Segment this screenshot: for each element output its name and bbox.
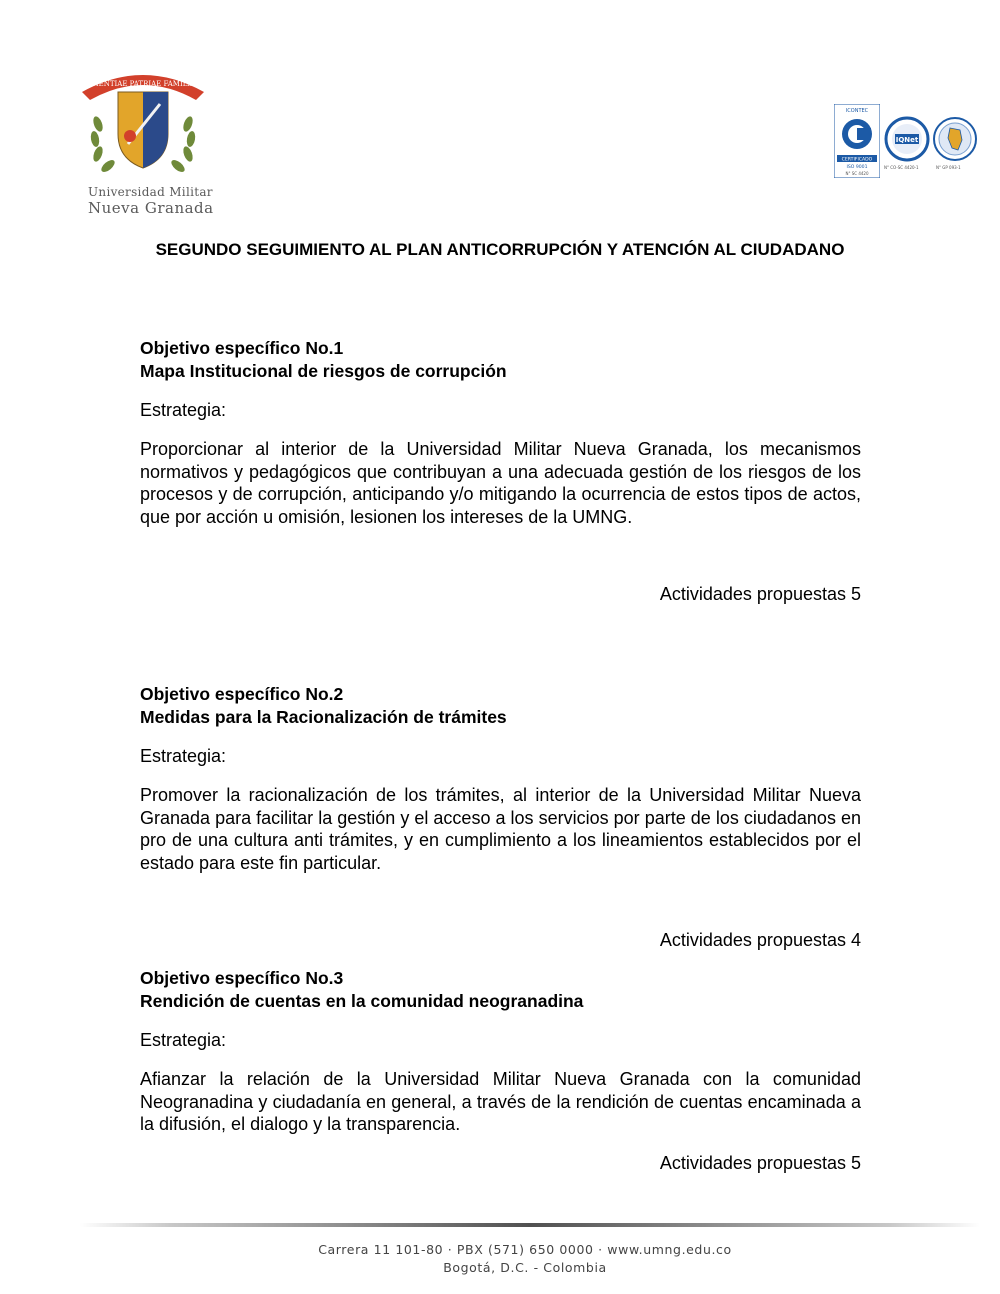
icontec-certificado-iso-9001-icon bbox=[834, 104, 880, 178]
cert-icontec-std: ISO 9001 bbox=[846, 165, 868, 170]
cert-icontec-code: N° SC 4420 bbox=[845, 171, 869, 176]
objective-heading: Objetivo específico No.3 bbox=[140, 968, 344, 988]
university-name bbox=[88, 184, 218, 216]
cert-gp-code: N° GP 093-1 bbox=[936, 165, 961, 170]
objective-2-section bbox=[140, 683, 861, 729]
university-name-line2: Nueva Granada bbox=[88, 199, 214, 217]
strategy-description: Proporcionar al interior de la Universidad Militar Nueva Granada, los mecanismos normativos y pedagógicos que contribuyan a una adecuada gestión de los riesgos de los procesos y de corrupción, anticipando y/o mitigando la ocurrencia de estos tipos de actos, que por acción u omisión, lesionen los intereses de la UMNG. bbox=[140, 439, 861, 528]
cert-iqnet-label: IQNet bbox=[895, 136, 919, 144]
strategy-label bbox=[140, 399, 861, 422]
university-logo bbox=[78, 64, 214, 217]
objective-subheading: Mapa Institucional de riesgos de corrupción bbox=[140, 361, 507, 381]
strategy-description: Promover la racionalización de los trámites, al interior de la Universidad Militar Nueva Granada para facilitar la gestión y el acceso a los servicios por parte de los ciudadanos en pro de una cultura anti trámites, y en cumplimiento a los lineamientos establecidos por el estado para este fin particular. bbox=[140, 785, 861, 874]
footer-city: Bogotá, D.C. - Colombia bbox=[443, 1260, 607, 1275]
cert-icontec-top: ICONTEC bbox=[845, 108, 869, 114]
strategy-label-text: Estrategia: bbox=[140, 746, 227, 766]
strategy-label-text: Estrategia: bbox=[140, 1030, 227, 1050]
objective-subheading: Medidas para la Racionalización de trámites bbox=[140, 707, 507, 727]
footer-address: Carrera 11 101-80 · PBX (571) 650 0000 · www.umng.edu.co bbox=[318, 1242, 732, 1257]
university-name-line1: Universidad Militar bbox=[88, 185, 213, 199]
objective-heading: Objetivo específico No.1 bbox=[140, 338, 344, 358]
objective-subheading: Rendición de cuentas en la comunidad neogranadina bbox=[140, 991, 584, 1011]
ntcgp-icon bbox=[932, 116, 978, 162]
activities-count: Actividades propuestas 5 bbox=[659, 584, 861, 604]
objective-heading: Objetivo específico No.2 bbox=[140, 684, 344, 704]
motto-text: SCIENTIAE PATRIAE FAMILIAE bbox=[85, 80, 201, 88]
cert-iqnet-code: N° CO-SC 4420-1 bbox=[884, 165, 919, 170]
university-crest-icon bbox=[78, 64, 208, 184]
objective-1-section bbox=[140, 337, 861, 383]
iqnet-icon bbox=[884, 116, 930, 162]
strategy-description: Afianzar la relación de la Universidad Militar Nueva Granada con la comunidad Neogranadina y ciudadanía en general, a través de la rendición de cuentas encaminada a la difusión, el dialogo y la transparencia. bbox=[140, 1069, 861, 1135]
objective-3-section bbox=[140, 967, 861, 1013]
activities-count: Actividades propuestas 4 bbox=[659, 930, 861, 950]
strategy-label-text: Estrategia: bbox=[140, 400, 227, 420]
cert-icontec-label: CERTIFICADO bbox=[841, 157, 873, 163]
activities-count: Actividades propuestas 5 bbox=[659, 1153, 861, 1173]
page-title: SEGUNDO SEGUIMIENTO AL PLAN ANTICORRUPCIÓN Y ATENCIÓN AL CIUDADANO bbox=[155, 240, 845, 259]
footer-divider bbox=[80, 1223, 980, 1227]
